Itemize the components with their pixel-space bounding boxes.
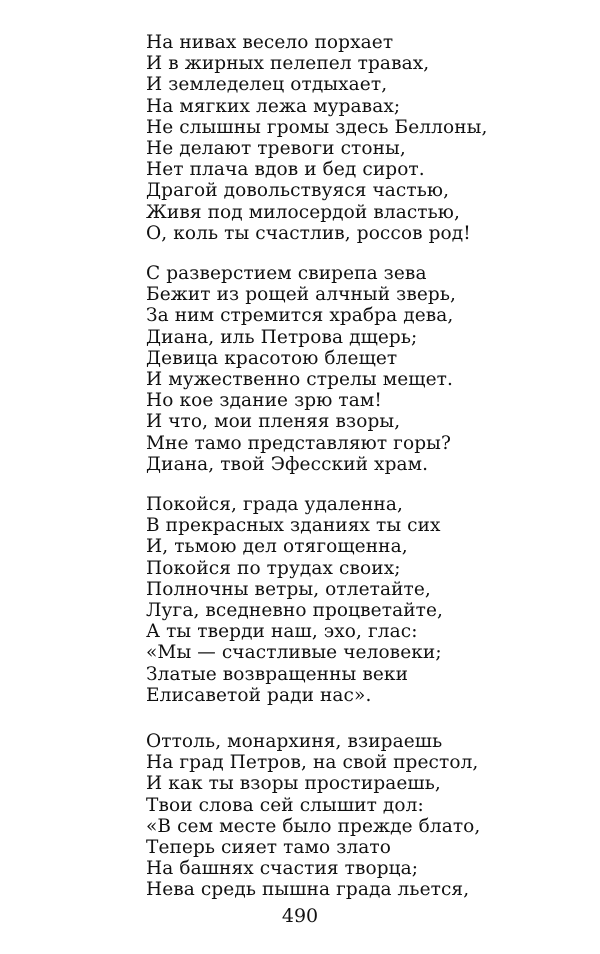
verse-line: И мужественно стрелы мещет. bbox=[146, 368, 453, 390]
verse-line: Елисаветой ради нас». bbox=[146, 684, 372, 706]
verse-line: Луга, вседневно процветайте, bbox=[146, 599, 443, 621]
verse-line: Живя под милосердой властью, bbox=[146, 201, 460, 223]
verse-line: На башнях счастия творца; bbox=[146, 858, 419, 880]
verse-line: Оттоль, монархиня, взираешь bbox=[146, 731, 443, 752]
verse-line: Не слышны громы здесь Беллоны, bbox=[146, 116, 488, 138]
verse-line: Мне тамо представляют горы? bbox=[146, 432, 451, 454]
verse-line: «Мы — счастливые человеки; bbox=[146, 642, 442, 664]
verse-line: Нет плача вдов и бед сирот. bbox=[146, 159, 425, 181]
verse-line: Полночны ветры, отлетайте, bbox=[146, 578, 431, 600]
verse-line: Твои слова сей слышит дол: bbox=[146, 794, 424, 816]
verse-line: Покойся, града удаленна, bbox=[146, 494, 403, 515]
verse-line: О, коль ты счастлив, россов род! bbox=[146, 222, 471, 244]
verse-line: На мягких лежа муравах; bbox=[146, 95, 401, 117]
verse-line: Златые возвращенны веки bbox=[146, 663, 408, 685]
verse-line: В прекрасных зданиях ты сих bbox=[146, 515, 441, 537]
verse-line: И, тьмою дел отягощенна, bbox=[146, 536, 408, 558]
verse-line: Диана, иль Петрова дщерь; bbox=[146, 326, 418, 348]
verse-line: И как ты взоры простираешь, bbox=[146, 773, 441, 795]
stanza-3 bbox=[146, 494, 566, 706]
verse-line: И земледелец отдыхает, bbox=[146, 74, 388, 96]
verse-line: На град Петров, на свой престол, bbox=[146, 752, 479, 774]
verse-line: Драгой довольствуяся частью, bbox=[146, 180, 450, 202]
verse-line: Бежит из рощей алчный зверь, bbox=[146, 284, 456, 306]
verse-line: Но кое здание зрю там! bbox=[146, 390, 382, 412]
verse-line: За ним стремится храбра дева, bbox=[146, 305, 454, 327]
verse-line: И в жирных пелепел травах, bbox=[146, 53, 430, 75]
verse-line: «В сем месте было прежде блато, bbox=[146, 815, 481, 837]
verse-line: Диана, твой Эфесский храм. bbox=[146, 453, 429, 475]
verse-line: Покойся по трудах своих; bbox=[146, 557, 401, 579]
stanza-4 bbox=[146, 731, 566, 901]
stanza-1 bbox=[146, 32, 566, 244]
page-number: 490 bbox=[281, 905, 319, 927]
verse-line: Не делают тревоги стоны, bbox=[146, 137, 406, 159]
verse-line: И что, мои пленяя взоры, bbox=[146, 411, 401, 433]
verse-line: На нивах весело порхает bbox=[146, 32, 394, 53]
verse-line: Теперь сияет тамо злато bbox=[146, 836, 392, 858]
verse-line: С разверстием свирепа зева bbox=[146, 263, 427, 284]
verse-line: А ты тверди наш, эхо, глас: bbox=[146, 621, 418, 643]
verse-line: Нева средь пышна града льется, bbox=[146, 879, 470, 901]
verse-line: Девица красотою блещет bbox=[146, 347, 398, 369]
stanza-2 bbox=[146, 263, 566, 475]
